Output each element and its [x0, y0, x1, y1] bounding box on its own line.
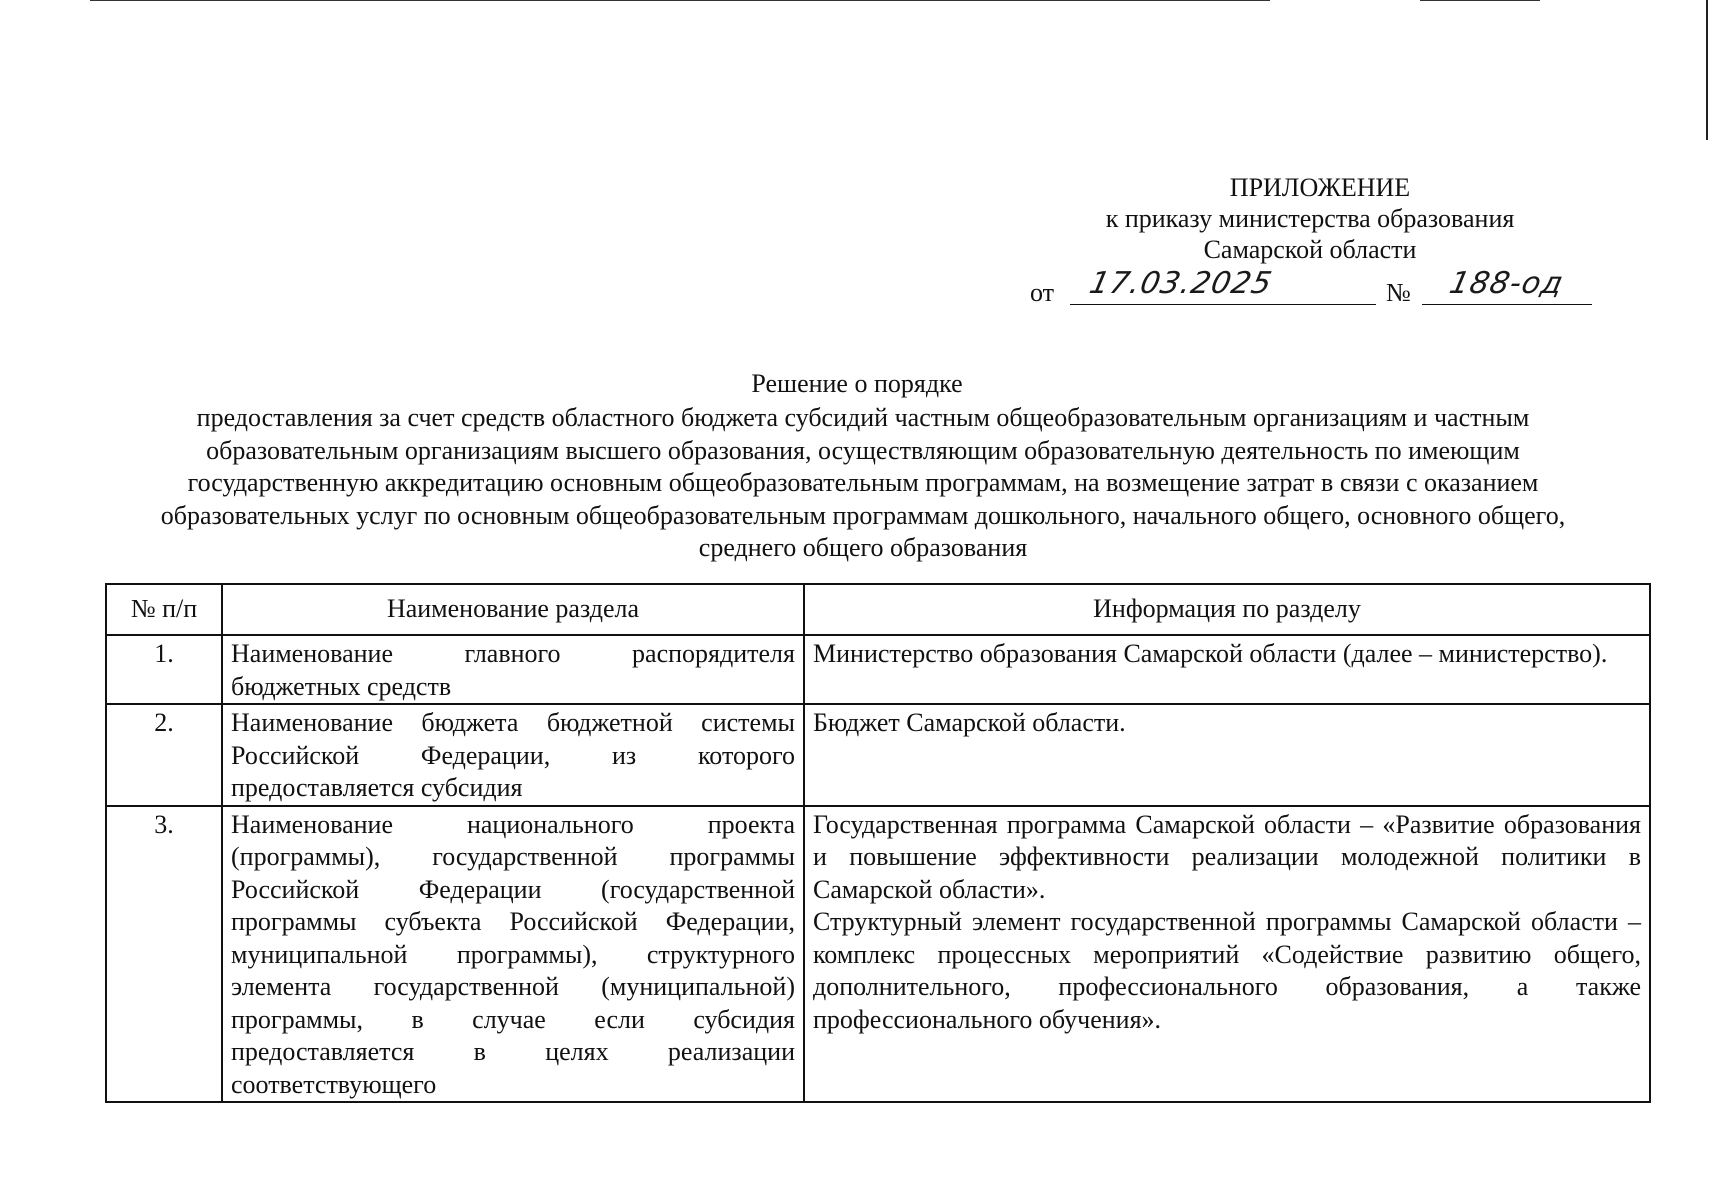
row-name: Наименование главного распорядителя бюджетных средств	[222, 635, 804, 704]
row-info-paragraph: Структурный элемент государственной программы Самарской области – комплекс процессных мероприятий «Содействие развитию общего, дополнительного, профессионального образования, а также профессионального обучения».	[813, 907, 1641, 1034]
table-row	[106, 635, 1650, 704]
info-table	[105, 583, 1651, 1103]
table-header-row	[106, 584, 1650, 635]
order-number-field	[1422, 266, 1592, 305]
appendix-order-line: к приказу министерства образования	[1105, 204, 1515, 233]
header-num: № п/п	[106, 584, 222, 635]
row-num: 1.	[106, 635, 222, 704]
order-date-number-line	[1030, 266, 1590, 310]
row-name: Наименование национального проекта (программы), государственной программы Российской Федерации (государственной программы субъекта Российской Федерации, муниципальной программы), структурного элемента государственной (муниципальной) программы, в случае если субсидия предоставляется в целях реализации соответствующего	[222, 806, 804, 1103]
scan-artifact-edge	[1706, 0, 1708, 140]
scan-artifact-line	[90, 0, 1270, 1]
row-info	[804, 806, 1650, 1103]
row-num: 3.	[106, 806, 222, 1103]
row-info-paragraph: Государственная программа Самарской области – «Развитие образования и повышение эффективности реализации молодежной политики в Самарской области».	[813, 809, 1641, 904]
row-name: Наименование бюджета бюджетной системы Российской Федерации, из которого предоставляется субсидия	[222, 704, 804, 806]
order-date-handwritten: 17.03.2025	[1086, 266, 1276, 301]
order-number-handwritten: 188-од	[1446, 266, 1567, 301]
date-prefix: от	[1030, 278, 1055, 307]
scan-artifact-line	[1420, 0, 1540, 1]
header-name: Наименование раздела	[222, 584, 804, 635]
appendix-region-line: Самарской области	[1203, 235, 1417, 264]
appendix-heading: ПРИЛОЖЕНИЕ	[1229, 173, 1411, 202]
row-num: 2.	[106, 704, 222, 806]
header-info: Информация по разделу	[804, 584, 1650, 635]
appendix-block	[1030, 172, 1590, 265]
table-row	[106, 704, 1650, 806]
table-row	[106, 806, 1650, 1103]
row-info: Министерство образования Самарской области (далее – министерство).	[804, 635, 1650, 704]
row-info: Бюджет Самарской области.	[804, 704, 1650, 806]
document-subtitle: предоставления за счет средств областного бюджета субсидий частным общеобразовательным организациям и частным образовательным организациям высшего образования, осуществляющим образовательную деятельность по имеющим государственную аккредитацию основным общеобразовательным программам, на возмещение затрат в связи с оказанием образовательных услуг по основным общеобразовательным программам дошкольного, начального общего, основного общего, среднего общего образования	[160, 403, 1566, 562]
number-prefix: №	[1386, 278, 1411, 307]
document-title: Решение о порядке	[751, 369, 963, 398]
order-date-field	[1070, 266, 1376, 305]
